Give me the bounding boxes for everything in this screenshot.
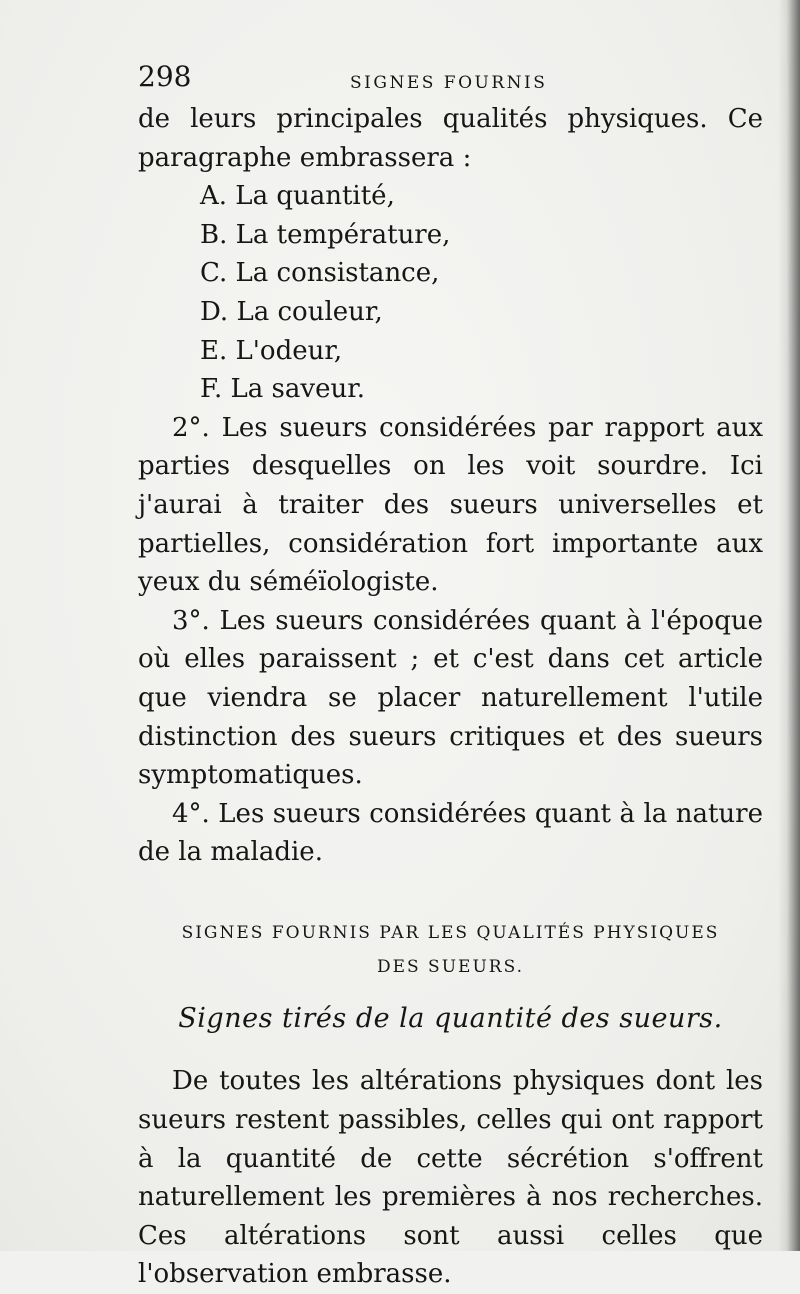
list-item: E. L'odeur, xyxy=(200,335,343,366)
running-head: SIGNES FOURNIS xyxy=(350,73,548,93)
paragraph: 4°. Les sueurs considérées quant à la nature de la maladie. xyxy=(138,798,763,868)
page-edge-shadow xyxy=(778,0,800,1251)
subsection-heading: Signes tirés de la quantité des sueurs. xyxy=(178,1002,723,1034)
paragraph: 2°. Les sueurs considérées par rapport aux parties desquelles on les voit sourdre. Ici j'aurai à traiter des sueurs universelles et partielles, considération fort importante aux yeux du séméïologiste. xyxy=(138,412,763,598)
page-text xyxy=(138,58,763,1294)
list-item: D. La couleur, xyxy=(200,296,383,327)
list-item: C. La consistance, xyxy=(200,258,440,289)
body-paragraph: De toutes les altérations physiques dont les sueurs restent passibles, celles qui ont rapport à la quantité de cette sécrétion s'offrent naturellement les premières à nos recherches. Ces altérations sont aussi celles que l'observation embrasse. xyxy=(138,1066,763,1290)
intro-paragraph: de leurs principales qualités physiques. Ce paragraphe embrassera : xyxy=(138,104,763,173)
list-item: A. La quantité, xyxy=(200,181,395,212)
list-item: F. La saveur. xyxy=(200,374,366,405)
section-heading-line: DES SUEURS. xyxy=(376,956,525,977)
page-number: 298 xyxy=(138,60,192,93)
list-item: B. La température, xyxy=(200,219,451,250)
section-heading xyxy=(138,916,763,984)
paragraph: 3°. Les sueurs considérées quant à l'époque où elles paraissent ; et c'est dans cet article que viendra se placer naturellement l'utile distinction des sueurs critiques et des sueurs symptomatiques. xyxy=(138,605,763,791)
page-header xyxy=(138,58,763,100)
qualities-list xyxy=(138,177,763,409)
section-heading-line: SIGNES FOURNIS PAR LES QUALITÉS PHYSIQUES xyxy=(181,922,720,943)
